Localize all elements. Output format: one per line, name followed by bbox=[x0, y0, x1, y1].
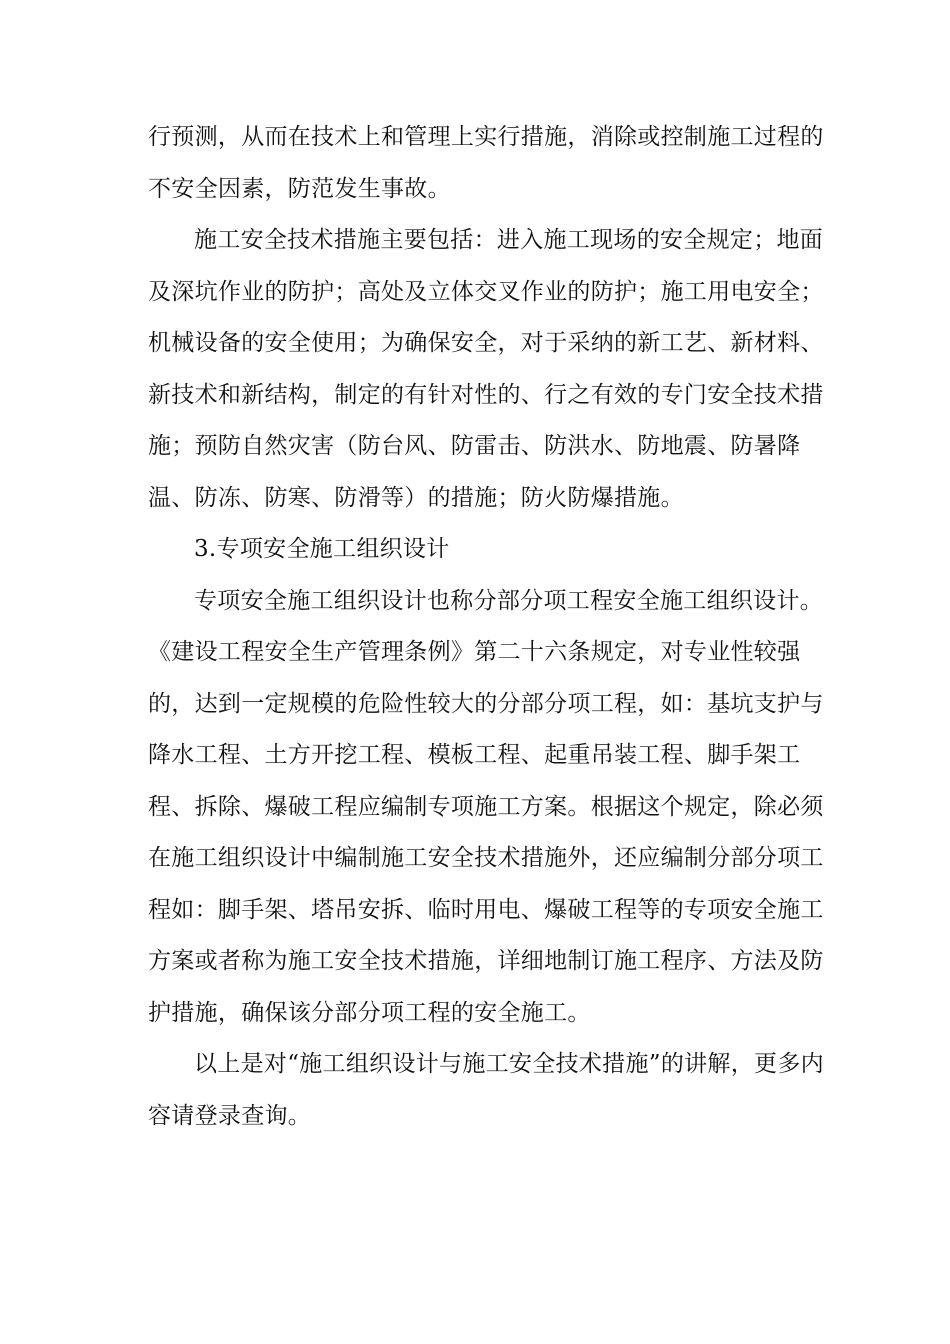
text-line: 施；预防自然灾害（防台风、防雷击、防洪水、防地震、防暑降 bbox=[148, 433, 801, 459]
paragraph-start-line: 施工安全技术措施主要包括：进入施工现场的安全规定；地面 bbox=[194, 227, 824, 253]
text-line: 程如：脚手架、塔吊安拆、临时用电、爆破工程等的专项安全施工 bbox=[148, 896, 824, 923]
paragraph-start-line: 以上是对“施工组织设计与施工安全技术措施”的讲解，更多内 bbox=[194, 1051, 824, 1077]
text-line: 新技术和新结构，制定的有针对性的、行之有效的专门安全技术措 bbox=[148, 381, 824, 408]
paragraph-start-line: 专项安全施工组织设计也称分部分项工程安全施工组织设计。 bbox=[194, 587, 824, 614]
text-line: 不安全因素，防范发生事故。 bbox=[148, 175, 451, 202]
text-line: 方案或者称为施工安全技术措施，详细地制订施工程序、方法及防 bbox=[148, 948, 824, 974]
document-body bbox=[148, 112, 824, 1142]
text-line: 护措施，确保该分部分项工程的安全施工。 bbox=[148, 999, 591, 1026]
text-line: 行预测，从而在技术上和管理上实行措施，消除或控制施工过程的 bbox=[148, 124, 824, 150]
text-line: 降水工程、土方开挖工程、模板工程、起重吊装工程、脚手架工 bbox=[148, 742, 801, 768]
text-line: 容请登录查询。 bbox=[148, 1102, 312, 1129]
text-line: 在施工组织设计中编制施工安全技术措施外，还应编制分部分项工 bbox=[148, 845, 824, 871]
text-line: 程、拆除、爆破工程应编制专项施工方案。根据这个规定，除必须 bbox=[148, 793, 824, 820]
section-heading: 3.专项安全施工组织设计 bbox=[194, 536, 450, 562]
text-line: 机械设备的安全使用；为确保安全，对于采纳的新工艺、新材料、 bbox=[148, 330, 824, 356]
text-line: 的，达到一定规模的危险性较大的分部分项工程，如：基坑支护与 bbox=[148, 690, 824, 717]
text-line: 《建设工程安全生产管理条例》第二十六条规定，对专业性较强 bbox=[148, 639, 801, 665]
text-line: 及深坑作业的防护；高处及立体交叉作业的防护；施工用电安全； bbox=[148, 278, 824, 305]
text-line: 温、防冻、防寒、防滑等）的措施；防火防爆措施。 bbox=[148, 484, 684, 511]
